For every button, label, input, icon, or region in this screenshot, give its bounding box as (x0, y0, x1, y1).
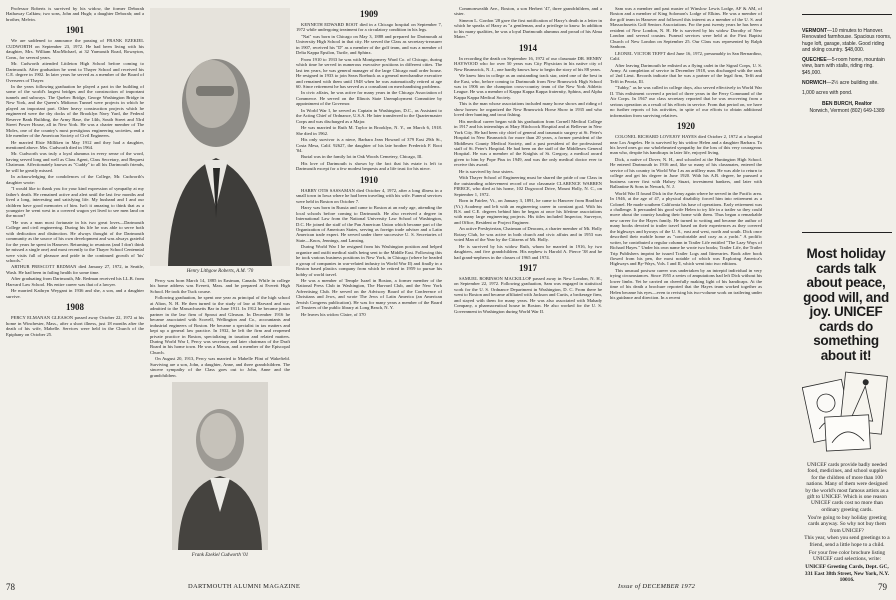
unicef-body-paragraph: For your free color brochure listing UNICEF card selections, write: (808, 549, 886, 563)
obit-1908-paragraph: PERCY ELMANAN GLEASON passed away October 22, 1972 at his home in Winchester, Mass., after a short illness, just 18 months after the death of his wife, Mabelle. Services were held in the Church of the Epiphany on October 25. (6, 315, 144, 337)
caption-roberts: Henry Lithgow Roberts, A.M. '70 (186, 269, 254, 274)
heading-1910: 1910 (360, 174, 378, 185)
left-column-1 (6, 6, 144, 580)
unicef-body-paragraph: You're going to buy holiday greeting cards anyway. So why not buy them from UNICEF? (807, 514, 887, 534)
obit-1901-paragraph: "I would like to thank you for your kind expression of sympathy at my father's death. He remained active and alert until the last few months and lived a long, interesting and satisfying life. My husband and I and our children have good memories of him. Isn't it amazing to think that as a youngster he went west in a covered wagon yet lived to see men land on the moon? (6, 186, 144, 219)
obit-1901-paragraph: We are saddened to announce the passing of FRANK EZEKIEL CUDWORTH on September 23, 1972. He had been living with his daughter, Mrs. William MacMichael, at 32 Yarmouth Road, Rowayton, Conn., for several years. (6, 38, 144, 60)
obit-1901-paragraph: After graduating from Dartmouth, Mr. Redman received his LL.B. from Harvard Law School. His entire career was that of a lawyer. (6, 276, 144, 287)
portrait-cudworth-image (150, 382, 290, 550)
realty-listing (802, 80, 892, 86)
obit-1901-paragraph: In the years following graduation he played a part in the building of some of the world's largest bridges and the construction of important tunnels and subways. The Quebec Bridge, George Washington Bridge in New York, and the Queen's Midtown Tunnel were projects in which he played an important part. Other heavy construction projects which he engineered were the dry docks of the Brooklyn Navy Yard, the Federal Reserve Bank Building, the Army Base, the 14th, South Street and 53rd Street Power House, all in New York. He was a charter member of The Moles, one of the country's most prestigious engineering societies, and a life member of the American Society of Civil Engineers. (6, 83, 144, 139)
obit-gleason-paragraph: On August 20, 1913, Percy was married to Mabelle Flint of Wakefield. Surviving are a son, John, a daughter, Anne, and three grandchildren. The sincere sympathy of the Class goes out to John, Anne and the grandchildren. (150, 356, 290, 378)
obit-1917-cont-paragraph: Sam was a member and past master of Winslow Lewis Lodge, AF & AM, of Boston and a member of King Solomon's Lodge of Elkins. He was a member of the golf team in Hanover and followed this interest as a member of the U. S. and Massachusetts Golf Seniors Associations. For the past twenty years he has been a resident of New London, N. H. He is survived by his widow Dorothy of New London and several cousins. Funeral services were held at the First Baptist Church of New London on September 25. Our Class was represented by Ralph Sanborn. (610, 6, 762, 50)
obit-1910-paragraph: He was a member of Temple Israel in Boston, a former member of the National Press Club in Washington, The Harvard Club, and the New York Advertising Club. He served on the Advisory Board of the Conference of Christians and Jews, and wrote The Jews of Latin America (an American Jewish Congress publication). He was for many years a member of the Board of Trustees of the public library at Long Beach, N. Y. (296, 278, 442, 311)
obit-1914-paragraph: He is survived by four sisters. (459, 168, 514, 174)
left-column-3 (296, 6, 442, 580)
running-head-right: Issue of DECEMBER 1972 (618, 583, 696, 590)
obit-gleason-paragraph: Percy was born March 14, 1885 in Eastman, Canada. While in college his home address was Everett, Mass. and he prepared at Everett High School. He took the Tuck course. (150, 278, 290, 294)
obit-1917-cont-paragraph: "Tubby," as he was called in college days, also served effectively in World War II. This enlistment covered a period of three years in the Ferry Command of the Air Corps. In 1947 our class secretary reported that he was recovering from a serious operation as a result of his efforts in service. From that period on, we have no further reports of his activities, in spite of our efforts to obtain additional information from surviving relatives. (610, 85, 762, 118)
obit-1909-paragraph: From 1910 to 1933 he was with Montgomery Ward Co. of Chicago, during which time he served in numerous executive positions in different cities. The last ten years, he was general manager of the large Chicago mail order house. He resigned in 1933 to join Sears Roebuck as a general merchandise executive and remained with them until 1948 when he was automatically retired at age 60. Since retirement he has served as a consultant on merchandising problems. (296, 56, 442, 89)
right-column-1 (454, 6, 602, 580)
ad-top-rule (802, 14, 892, 15)
obit-1914-paragraph: With Thayer School of Engineering must be shared the pride of our Class in the outstanding achievement record of our classmate CLARENCE WARREN PIERCE, who died at his home, 102 Dogwood Drive, Mount Holly, N. C., on September 1, 1972. (454, 175, 602, 197)
unicef-body-paragraph: This year, when you send greetings to a friend, send a little hope to a child. (804, 535, 890, 548)
obit-1914-paragraph: This is the man whose associations included many horse shows and riding of show horses: he organized the New Brunswick Horse Show in 1935 and who loved deer hunting and trout fishing. (454, 101, 602, 118)
obit-1920-paragraph: This unusual postwar career was undertaken by an intrepid individual in very trying circumstances. Since 1955 a series of amputations had left Dick without his lower limbs. Yet he carried on cheerfully making light of his handicaps. At the time of his death a brochure reported that the Hayes team worked together as Helen became his eyes—even to revising his two-volume work on trailering under his guidance and direction. In a recent (610, 267, 762, 301)
realty-listing (802, 28, 892, 53)
obit-gleason-paragraph: Following graduation, he spent one year as principal of the high school at Alton, N. H. He then turned to the study of law at Harvard and was admitted to the Massachusetts Bar in June 1911. In 1912 he became junior partner in the law firm of Sprout and Gleason. In December 1916 he became associated with Scovell, Wellington and Co., accountants and industrial engineers of Boston. He became a specialist in tax matters and kept up a general law practice. In 1932, he left the firm and reopened private practice in Boston, specializing in taxation and related matters. During World War I, Percy was secretary and later chairman of the Draft Board in his home town. He was a Mason, and a member of the Episcopal Church. (150, 295, 290, 355)
page-number-right: 79 (878, 582, 887, 592)
realty-listing-text: —2½ acre building site. (826, 80, 879, 87)
realtor-contact: Norwich, Vermont (802) 649-1389 (809, 107, 885, 114)
heading-1914: 1914 (519, 42, 537, 53)
unicef-body-paragraph: UNICEF cards provide badly needed food, medicines, and school supplies for the children of more than 100 nations. Many of them were designed by the world's most famous artists as a gift to UNICEF. Which is one reason UNICEF cards cost no more than ordinary greeting cards. (805, 462, 889, 513)
obit-1910-paragraph: HARRY OTIS SASSAMAN died October 4, 1972, after a long illness in a small town in Iowa where he had been traveling with his wife. Funeral services were held in Boston on October 7. (296, 187, 442, 204)
obit-1909-paragraph: "Nat" was born in Chicago on May 3, 1888 and prepared for Dartmouth at University High School in that city. He served the Class as secretary-treasurer in 1907, received his "D" as a member of the golf team, and was a member of Delta Kappa Epsilon, Turtle, and Sphinx. (296, 33, 442, 56)
obit-1917-cont-paragraph: LEONEL VICTOR TEFFT died June 16, 1972, presumably in San Bernardino, Calif. (610, 50, 762, 62)
realty-listing-text: —10 minutes to Hanover. Renovated farmhouse. Spacious rooms, huge loft, garage, stable. Good riding and skiing country. $48,000. (802, 28, 892, 53)
obit-1909-paragraph: In civic affairs, he was active for many years in the Chicago Association of Commerce. He served on the Illinois State Unemployment Committee by appointment of the Governor. (296, 90, 442, 107)
heading-1917: 1917 (519, 263, 537, 274)
portrait-roberts-image (150, 8, 290, 266)
page-number-left: 78 (6, 582, 15, 592)
obit-1909-paragraph: He was married to Ruth M. Taylor in Brooklyn, N. Y., on March 6, 1918. She died in 1962. (296, 125, 442, 136)
obit-1909-paragraph: KENNETH EDWARD ROOT died in a Chicago hospital on September 7, 1972 while undergoing treatment for a circulatory condition in his legs. (296, 22, 442, 33)
obit-1901-paragraph: Mr. Cudworth attended Littleton High School before coming to Dartmouth. After graduation he went to Thayer School and received his C.E. degree in 1902. In later years he served as a member of the Board of Overseers of Thayer. (6, 61, 144, 83)
obit-1920-paragraph: COLONEL RICHARD LOVEJOY HAYES died October 2, 1972 at a hospital near Los Angeles. He is survived by his widow Helen and a daughter Barbara. To his loved ones go our wholehearted sympathy for the loss of this very courageous man who, despite his handicaps in later life, enjoyed living. (610, 134, 762, 156)
obit-1910-paragraph: Harry was born in Russia and came to Boston at an early age, attending the local schools before coming to Dartmouth. He also received a degree in International Law from the National University Law School of Washington, D.C. He joined the staff of the Pan American Union which became part of the Organization of American States, serving as foreign trade adviser and a Latin American trade expert. He served under three successive U. S. Secretaries of State—Knox, Jennings, and Lansing. (296, 205, 442, 243)
obit-1901-paragraph: He married Elsie Milliken in May 1912 and they had a daughter, mentioned above. Mrs. Cudworth died in 1964. (6, 139, 144, 150)
obit-1920-paragraph: World War II found Dick in the Army again where he served in the Pacific area. In 1946, at the age of 47, a physical disability forced him into retirement as a Colonel. He made southern California his base of operations. Early retirement was a challenge. It persuaded his good wife Helen to try life in a trailer so they could move about the country hauling their home with them. Thus began a remarkable new career for the Hayes family. He turned to writing and became the author of many books devoted to trailer travel based on their experiences as they covered the highways and byways of the U. S., east and west, north and south. Dick once described their mobile home as "comfortable and cozy as a yacht." A prolific writer, he contributed a regular column in Trailer Life entitled "The Lazy Ways of Richard Hayes." Under his own name he wrote two books; Trailer Life, the Trailer Trip Publishers imprint he issued Trailer Logs and Itineraries. Book after book flowed from his pen, the most notable of which was Exploring America's Highways and By-Ways, Vols. I and II, which went into two editions. (610, 190, 762, 267)
obit-roberts-paragraph: Professor Roberts is survived by his widow, the former Deborah Hathaway Calkins; two sons, John and Hugh; a daughter Deborah; and a brother, Melvin. (6, 6, 144, 22)
realtor-name: BEN BURCH, Realtor (821, 100, 872, 107)
portrait-photo-roberts (150, 8, 290, 266)
obit-1914-paragraph: Born in Fairlee, Vt., on January 3, 1891, he came to Hanover from Bradford (Vt.) Academy and left with an engineering career in constant goal. With his B.S. and C.E. degrees behind him he began at once his lifetime associations with many large engineering projects. His titles included Inspector, Surveyor, and Office, Resident or Project Engineer. (454, 198, 602, 225)
obit-1909-paragraph: Burial was in the family lot in Oak Woods Cemetery, Chicago, Ill. (301, 154, 423, 160)
unicef-cards-illustration (802, 362, 892, 454)
heading-1909: 1909 (360, 9, 378, 19)
obit-1917-paragraph: SAMUEL ROBINSON MACKILLOP passed away in New London, N. H., on September 22, 1972. Following graduation, Sam was engaged in statistical work for the U. S. Ordnance Department in Washington, D. C. From there he went to Boston and became affiliated with Jackson and Curtis, a brokerage firm, and stayed with them for many years. He was also associated with Mahady Company, a pharmaceutical house in Boston. He also worked for the U. S. Government in Washington during World War II. (454, 276, 602, 314)
obit-1917-cont-paragraph: After leaving Dartmouth he enlisted as a flying cadet in the Signal Corps, U. S. Army. At completion of service in December 1918, was discharged with the rank of 2nd Lieut. Records indicate that he was a partner of the legal firm, Tefft and Tefft in Peoria, Ill. (610, 62, 762, 84)
obit-1914-paragraph: We knew him in college as an outstanding track star, rated one of the best in the East, who, before coming to Dartmouth from New Brunswick High School was in 1906 on the champion cross-country team of the New York Athletic League. He was a member of Kappa Kappa Kappa fraternity, Sphinx, and Alpha Kappa Kappa Medical Society. (454, 73, 602, 100)
running-head-left: DARTMOUTH ALUMNI MAGAZINE (188, 583, 301, 590)
obit-1914-paragraph: An active Presbyterian, Chairman of Deacons, a charter member of Mt. Holly Rotary Club, he was active in both church and civic affairs and in 1953 was voted Man of the Year by the Citizens of Mt. Holly. (454, 226, 602, 243)
right-page (448, 0, 896, 600)
obit-1901-paragraph: Mr. Cudworth was truly a loyal alumnus in every sense of the word, having served long and well as Class Agent, Class Secretary, and Bequest Chairman. Affectionately known as "Cuddy" to all his Dartmouth friends, he will be greatly missed. (6, 151, 144, 173)
heading-1901: 1901 (66, 25, 84, 36)
realty-listing-text: —5-room home, mountain view, barn with stalls, riding ring. $45,000. (802, 57, 885, 76)
obit-1909-paragraph: In World War I, he served as Captain in Washington, D.C., as Assistant to the Acting Chief of Ordnance, U.S.A. He later transferred to the Quartermaster Corps and was discharged as a Major. (296, 107, 442, 124)
obit-sassaman-cont-paragraph: Commonwealth Ave., Boston, a son Herbert '47, three grandchildren, and a sister. (454, 6, 602, 17)
obit-1901-paragraph: In acknowledging the condolences of the College, Mr. Cudworth's daughter wrote: (6, 174, 144, 185)
realty-ad (802, 28, 892, 118)
obit-1910-paragraph: He leaves his widow Claire, of 370 (301, 311, 366, 317)
obit-1901-paragraph: "He was a man most fortunate in his two great loves—Dartmouth College and civil engineering. During his life he was able to serve both with dedication and distinction. He always thought of the Dartmouth community as the source of his own development and was always grateful for the years he spent in Hanover. Returning to reunions (and I don't think he missed a single one) and most recently to the Thayer School Centennial were visits full of pleasure and pride in the continued growth of 'his' schools." (6, 219, 144, 264)
obit-1909-paragraph: His love of Dartmouth is shown by the fact that his estate is left to Dartmouth except for a few modest bequests and a life trust for his niece. (296, 160, 442, 172)
ad-divider-rule (802, 232, 892, 233)
caption-cudworth: Frank Ezekiel Cudworth '01 (191, 553, 249, 559)
realty-listing-text: 1,000 acres with pond. (802, 90, 853, 97)
obit-1909-paragraph: His only survivor is a niece, Barbara Jean Howard of 379 East 29th St., Costa Mesa, Calif. 92627, the daughter of his late brother Frederick F. Root '04. (296, 137, 442, 153)
obit-sassaman-cont-paragraph: Simeon L. Gordon '28 gave the first notification of Harry's death in a letter in which he speaks of Harry as "a gentleman, and a privilege to know. In addition to his many qualities, he was a loyal Dartmouth alumnus and proud of his Alma Mater." (454, 17, 602, 40)
obit-1901-paragraph: He married Kathryn Weygant in 1936 and she, a son, and a daughter survive. (6, 288, 144, 299)
heading-1908: 1908 (66, 302, 84, 313)
obit-1914-paragraph: His medical career began with his graduation from Cornell Medical College in 1917 and his internships at Mary Hitchcock Hospital and at Bellevue in New York City. He had been city chief of general and traumatic surgery at St. Peter's Hospital in New Brunswick for more than 20 years, a former president of the Middlesex County Medical Society, and a past president of the professional staff of St. Peter's Hospital. He had been on the staff of the Middlesex General Hospital. He was a member of the Knights of St. Gregory, a medical award given to him by Pope Pius in 1949, and was the only medical doctor ever to receive this award. (454, 118, 602, 168)
realty-listing (802, 90, 892, 96)
unicef-headline: Most holiday cards talk about peace, good will, and joy. UNICEF cards do something about it! (803, 246, 889, 363)
realty-listing-place: NORWICH (802, 80, 827, 87)
obit-1914-paragraph: In recording the death on September 16, 1972 of our classmate DR. HENRY HAYWOOD who for over 50 years was City Physician in his native city of New Brunswick, N. J., one hardly knows how to begin the story of his 88 years. (454, 55, 602, 72)
right-column-2 (610, 6, 762, 580)
obit-1914-paragraph: He is survived by his widow Ruth, whom he married in 1916, by two daughters, and five grandchildren. His nephew is Harold A. Pierce '38 and he had grand-nephews in the classes of 1965 and 1974. (454, 243, 602, 260)
portrait-photo-cudworth (150, 382, 290, 550)
obit-1920-paragraph: Dick, a native of Dover, N. H., and schooled at the Huntington High School. He entered Dartmouth in 1916 and, like so many of his classmates, entered the service of his country in World War I as an artillery man. He was able to return to college and get his degree in June 1920. With his A.B. degree, he pursued a business career first with Halsey Stuart, investment bankers, and later with Ballantine & Sons in Newark, N. J. (610, 156, 762, 190)
heading-1920: 1920 (677, 121, 695, 132)
left-column-2 (150, 6, 290, 580)
realty-listing-place: VERMONT (802, 28, 827, 34)
unicef-address: UNICEF Greeting Cards, Dept. GC, 331 East 38th Street, New York, N.Y. 10016. (804, 564, 890, 583)
realty-listing-place: QUECHEE (802, 57, 827, 64)
obit-1910-paragraph: During World War I he resigned from his Washington position and helped organize and outfit medical staffs being sent to the Middle East. Following this he took various business positions in New York, in Chicago (where he headed a group of companies in war-related industry in World War II) and finally in a Boston based plastics company from which he retired in 1959 to pursue his hobby of world travel. (296, 244, 442, 277)
obit-1901-paragraph: ARTHUR PRESCOTT REDMAN died January 27, 1972, in Seattle, Wash. He had been in failing health for some time. (6, 264, 144, 275)
unicef-body (804, 462, 890, 585)
realty-listing (802, 57, 892, 76)
